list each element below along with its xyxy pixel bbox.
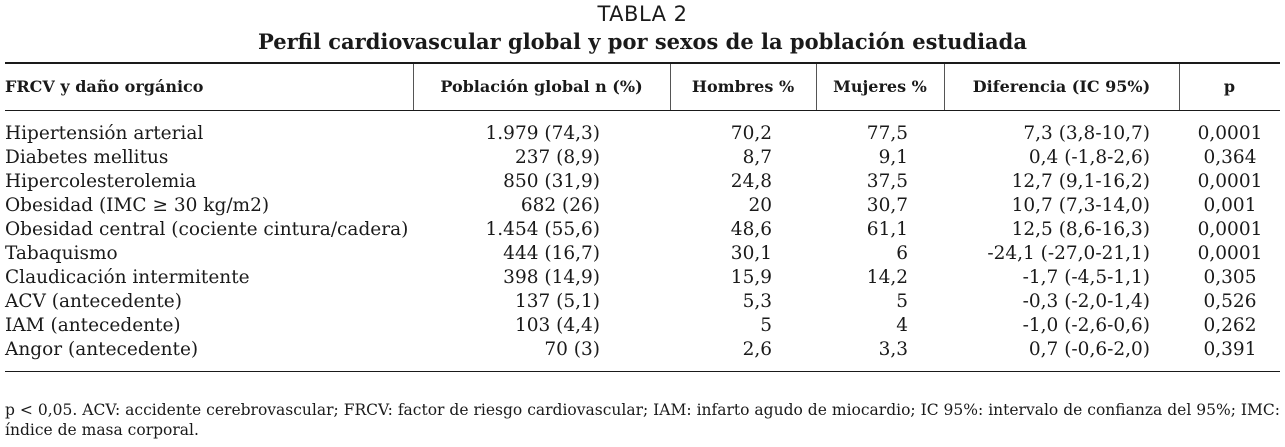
row-global: 70 (3) [544, 339, 600, 360]
row-diferencia: -1,7 (-4,5-1,1) [1022, 267, 1150, 288]
row-global: 103 (4,4) [514, 315, 600, 336]
table-row [0, 146, 1285, 170]
row-mujeres: 4 [896, 315, 908, 336]
row-hombres: 70,2 [730, 123, 772, 144]
table-row [0, 194, 1285, 218]
row-hombres: 30,1 [730, 243, 772, 264]
table-row [0, 218, 1285, 242]
row-global: 137 (5,1) [514, 291, 600, 312]
header-rule [5, 110, 1280, 111]
row-p: 0,001 [1203, 195, 1257, 216]
row-mujeres: 77,5 [866, 123, 908, 144]
row-global: 1.454 (55,6) [485, 219, 600, 240]
row-diferencia: 7,3 (3,8-10,7) [1023, 123, 1150, 144]
row-factor: Tabaquismo [5, 243, 118, 264]
row-p: 0,305 [1203, 267, 1257, 288]
row-global: 850 (31,9) [503, 171, 600, 192]
row-factor: Hipertensión arterial [5, 123, 204, 144]
row-global: 444 (16,7) [503, 243, 600, 264]
row-global: 398 (14,9) [503, 267, 600, 288]
row-diferencia: 0,4 (-1,8-2,6) [1028, 147, 1150, 168]
row-diferencia: -1,0 (-2,6-0,6) [1022, 315, 1150, 336]
row-global: 237 (8,9) [514, 147, 600, 168]
row-diferencia: -0,3 (-2,0-1,4) [1022, 291, 1150, 312]
row-p: 0,262 [1203, 315, 1257, 336]
row-factor: ACV (antecedente) [5, 291, 182, 312]
row-mujeres: 3,3 [878, 339, 908, 360]
row-factor: Hipercolesterolemia [5, 171, 197, 192]
table-label: TABLA 2 [597, 2, 688, 26]
row-hombres: 8,7 [742, 147, 772, 168]
row-mujeres: 14,2 [866, 267, 908, 288]
table-row [0, 170, 1285, 194]
row-factor: Claudicación intermitente [5, 267, 250, 288]
row-mujeres: 61,1 [866, 219, 908, 240]
header-hombres: Hombres % [691, 77, 795, 96]
table-row [0, 122, 1285, 146]
row-diferencia: 10,7 (7,3-14,0) [1011, 195, 1150, 216]
row-global: 682 (26) [520, 195, 600, 216]
table-title: Perfil cardiovascular global y por sexos de la población estudiada [258, 29, 1027, 54]
header-frcv: FRCV y daño orgánico [5, 77, 204, 96]
table-footnote: p < 0,05. ACV: accidente cerebrovascular; FRCV: factor de riesgo cardiovascular; IAM: infarto agudo de miocardio; IC 95%: intervalo de confianza del 95%; IMC: índice de masa corporal. [5, 401, 1280, 439]
header-poblacion-global: Población global n (%) [440, 77, 643, 96]
row-p: 0,364 [1203, 147, 1257, 168]
row-factor: IAM (antecedente) [5, 315, 181, 336]
row-p: 0,526 [1203, 291, 1257, 312]
row-diferencia: 12,7 (9,1-16,2) [1011, 171, 1150, 192]
table-row [0, 290, 1285, 314]
row-hombres: 5 [760, 315, 772, 336]
row-mujeres: 37,5 [866, 171, 908, 192]
table-row [0, 338, 1285, 362]
row-factor: Angor (antecedente) [5, 339, 199, 360]
row-hombres: 2,6 [742, 339, 772, 360]
row-factor: Diabetes mellitus [5, 147, 169, 168]
row-hombres: 15,9 [730, 267, 772, 288]
row-factor: Obesidad (IMC ≥ 30 kg/m2) [5, 195, 270, 216]
row-p: 0,0001 [1197, 171, 1263, 192]
row-mujeres: 30,7 [866, 195, 908, 216]
row-p: 0,0001 [1197, 219, 1263, 240]
row-diferencia: 0,7 (-0,6-2,0) [1028, 339, 1150, 360]
header-diferencia: Diferencia (IC 95%) [972, 77, 1151, 96]
row-mujeres: 6 [896, 243, 908, 264]
header-p: p [1223, 77, 1236, 96]
table-row [0, 266, 1285, 290]
row-diferencia: 12,5 (8,6-16,3) [1011, 219, 1150, 240]
row-diferencia: -24,1 (-27,0-21,1) [987, 243, 1150, 264]
row-hombres: 24,8 [730, 171, 772, 192]
row-hombres: 48,6 [730, 219, 772, 240]
row-mujeres: 9,1 [878, 147, 908, 168]
row-p: 0,0001 [1197, 243, 1263, 264]
bottom-rule [5, 371, 1280, 372]
row-hombres: 5,3 [742, 291, 772, 312]
row-factor: Obesidad central (cociente cintura/cadera) [5, 219, 409, 240]
table-row [0, 242, 1285, 266]
row-hombres: 20 [748, 195, 772, 216]
table-row [0, 314, 1285, 338]
row-global: 1.979 (74,3) [485, 123, 600, 144]
row-p: 0,391 [1203, 339, 1257, 360]
header-mujeres: Mujeres % [833, 77, 927, 96]
row-p: 0,0001 [1197, 123, 1263, 144]
row-mujeres: 5 [896, 291, 908, 312]
